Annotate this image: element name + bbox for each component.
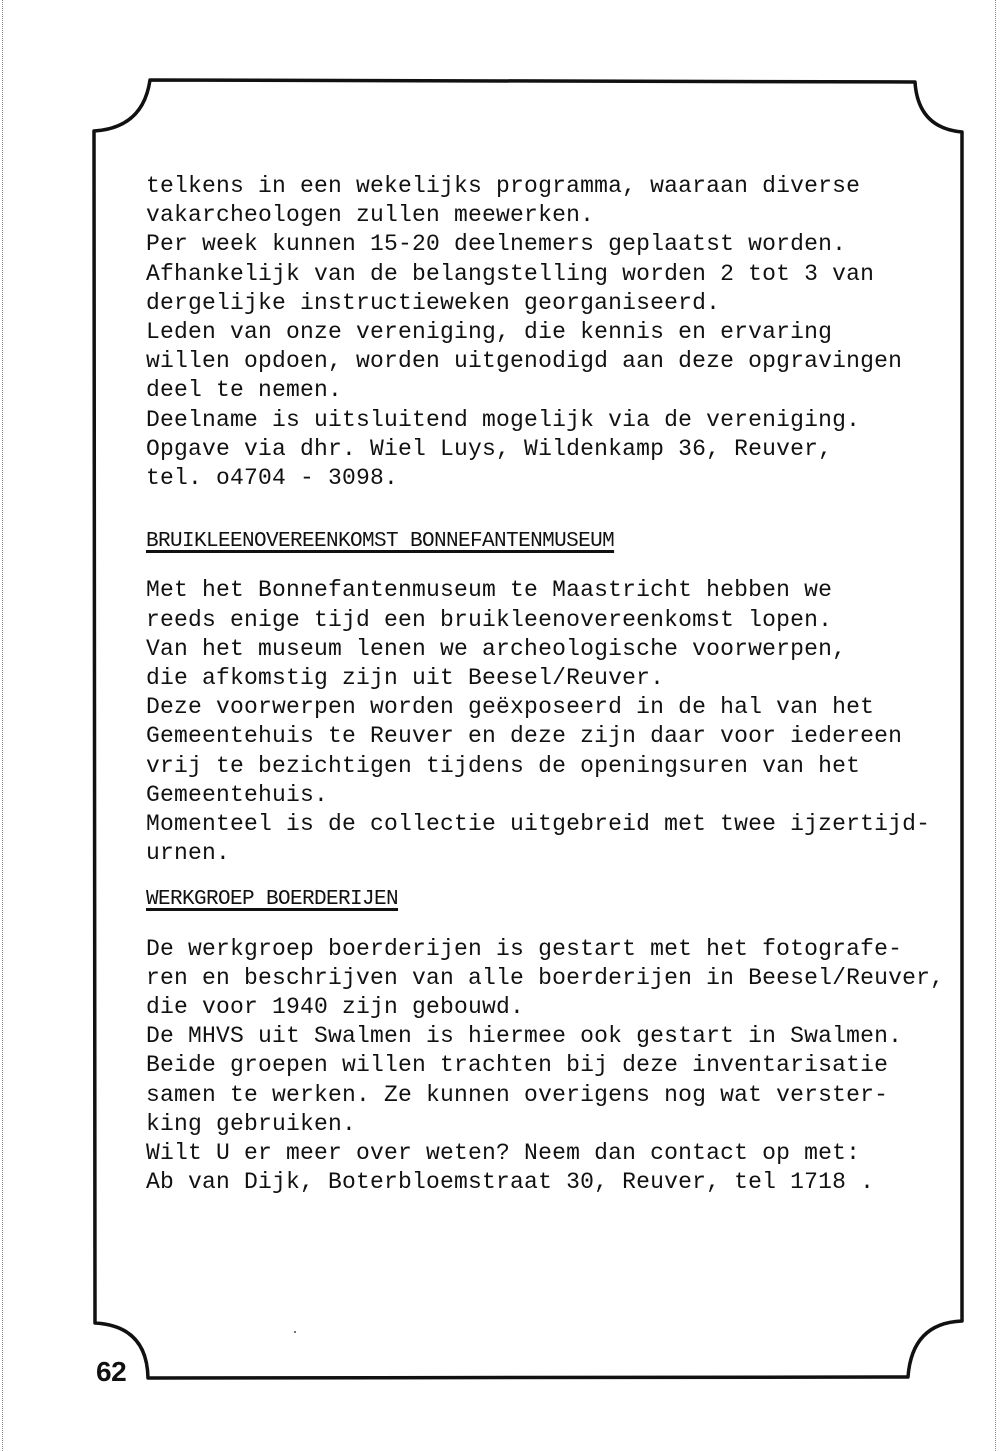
text-line: tel. o4704 - 3098.	[146, 465, 399, 492]
text-line: De werkgroep boerderijen is gestart met het fotografe-	[146, 935, 903, 962]
text-line: samen te werken. Ze kunnen overigens nog wat verster-	[146, 1081, 889, 1108]
text-line: dergelijke instructieweken georganiseerd.	[146, 289, 721, 316]
text-line: Deelname is uitsluitend mogelijk via de vereniging.	[146, 406, 861, 433]
document-body	[146, 172, 966, 1198]
text-line: Wilt U er meer over weten? Neem dan contact op met:	[146, 1140, 861, 1167]
text-line: Ab van Dijk, Boterbloemstraat 30, Reuver, tel 1718 .	[146, 1169, 875, 1196]
text-line: Gemeentehuis te Reuver en deze zijn daar voor iedereen	[146, 723, 903, 750]
text-line: Afhankelijk van de belangstelling worden 2 tot 3 van	[146, 260, 875, 287]
text-line: die voor 1940 zijn gebouwd.	[146, 994, 525, 1021]
text-line: telkens in een wekelijks programma, waaraan diverse	[146, 173, 861, 199]
section-bruikleenovereenkomst	[146, 526, 966, 868]
text-line: vakarcheologen zullen meewerken.	[146, 202, 595, 229]
text-line: king gebruiken.	[146, 1110, 357, 1137]
text-line: De MHVS uit Swalmen is hiermee ook gestart in Swalmen.	[146, 1023, 903, 1050]
text-line: Deze voorwerpen worden geëxposeerd in de hal van het	[146, 694, 875, 721]
text-line: Met het Bonnefantenmuseum te Maastricht hebben we	[146, 577, 833, 604]
section-werkgroep-boerderijen	[146, 884, 966, 1197]
text-line: vrij te bezichtigen tijdens de openingsuren van het	[146, 752, 861, 779]
section-heading: WERKGROEP BOERDERIJEN	[146, 888, 399, 912]
text-line: Leden van onze vereniging, die kennis en ervaring	[146, 319, 833, 346]
text-line: Van het museum lenen we archeologische voorwerpen,	[146, 635, 847, 662]
text-line: Beide groepen willen trachten bij deze inventarisatie	[146, 1052, 889, 1079]
text-line: urnen.	[146, 840, 231, 867]
text-line: Momenteel is de collectie uitgebreid met twee ijzertijd-	[146, 811, 931, 838]
text-line: deel te nemen.	[146, 377, 343, 404]
text-line: reeds enige tijd een bruikleenovereenkomst lopen.	[146, 606, 833, 633]
text-line: Per week kunnen 15-20 deelnemers geplaatst worden.	[146, 231, 847, 258]
text-line: Opgave via dhr. Wiel Luys, Wildenkamp 36, Reuver,	[146, 435, 833, 462]
intro-paragraph	[146, 172, 966, 493]
text-line: Gemeentehuis.	[146, 781, 329, 808]
section-heading: BRUIKLEENOVEREENKOMST BONNEFANTENMUSEUM	[146, 530, 615, 554]
scan-speck	[294, 1331, 296, 1333]
text-line: die afkomstig zijn uit Beesel/Reuver.	[146, 665, 665, 692]
text-line: willen opdoen, worden uitgenodigd aan deze opgravingen	[146, 348, 903, 375]
page-number: 62	[96, 1356, 127, 1387]
text-line: ren en beschrijven van alle boerderijen in Beesel/Reuver,	[146, 964, 945, 991]
